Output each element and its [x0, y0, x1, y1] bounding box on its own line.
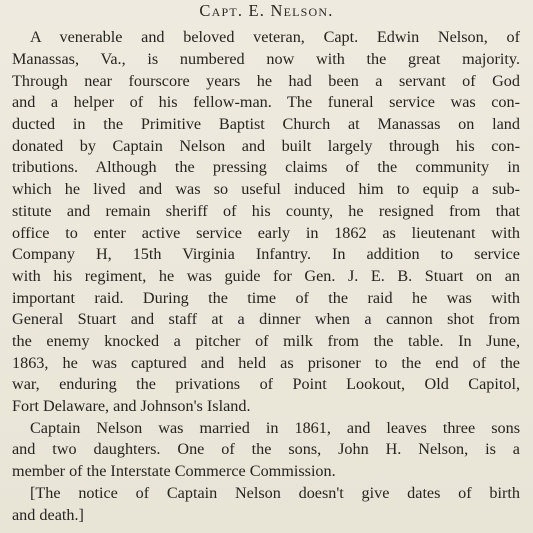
text-line: war, enduring the privations of Point Lookout, Old Capitol,	[12, 375, 520, 393]
text-line: and death.]	[12, 506, 84, 524]
text-line: ducted in the Primitive Baptist Church at Manassas on land	[12, 115, 520, 133]
text-line: and a helper of his fellow-man. The funeral service was con-	[12, 93, 520, 111]
text-line: stitute and remain sheriff of his county, he resigned from that	[12, 202, 520, 220]
text-line: and two daughters. One of the sons, John H. Nelson, is a	[12, 440, 520, 458]
text-line: 1863, he was captured and held as prisoner to the end of the	[12, 354, 520, 372]
text-line: which he lived and was so useful induced him to equip a sub-	[12, 180, 520, 198]
text-line: A venerable and beloved veteran, Capt. Edwin Nelson, of	[30, 28, 520, 46]
text-line: member of the Interstate Commerce Commission.	[12, 462, 336, 480]
text-line: Captain Nelson was married in 1861, and leaves three sons	[30, 419, 520, 437]
text-line: important raid. During the time of the raid he was with	[12, 289, 520, 307]
article-heading: Capt. E. Nelson.	[199, 1, 334, 20]
text-line: tributions. Although the pressing claims of the community in	[12, 158, 520, 176]
text-line: [The notice of Captain Nelson doesn't give dates of birth	[30, 484, 520, 502]
text-line: office to enter active service early in 1862 as lieutenant with	[12, 224, 520, 242]
text-line: the enemy knocked a pitcher of milk from the table. In June,	[12, 332, 520, 350]
text-line: Fort Delaware, and Johnson's Island.	[12, 397, 251, 415]
text-line: Company H, 15th Virginia Infantry. In addition to service	[12, 245, 520, 263]
text-line: donated by Captain Nelson and built largely through his con-	[12, 137, 520, 155]
text-line: General Stuart and staff at a dinner when a cannon shot from	[12, 310, 520, 328]
text-line: Manassas, Va., is numbered now with the great majority.	[12, 50, 520, 68]
text-line: with his regiment, he was guide for Gen. J. E. B. Stuart on an	[12, 267, 520, 285]
text-line: Through near fourscore years he had been a servant of God	[12, 72, 520, 90]
